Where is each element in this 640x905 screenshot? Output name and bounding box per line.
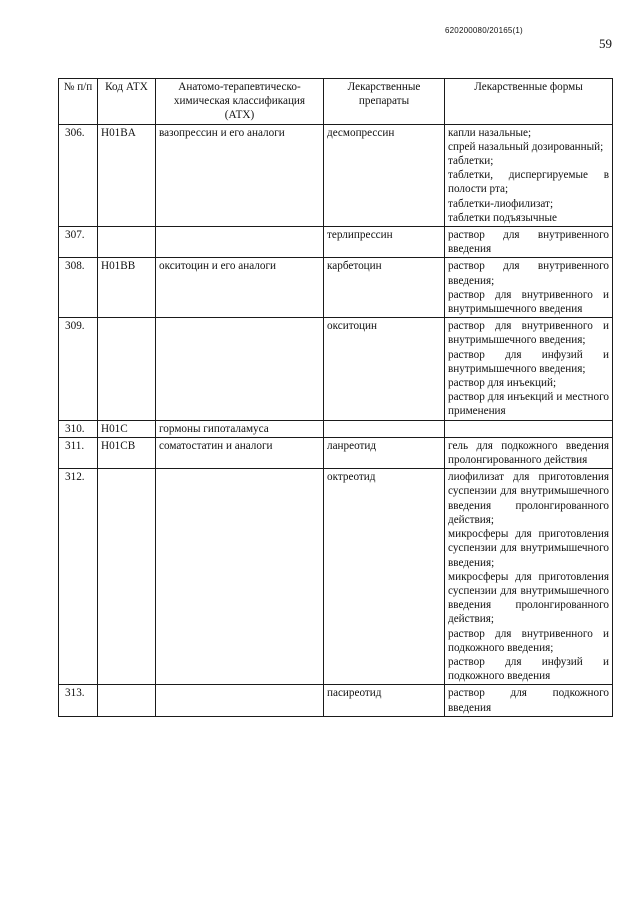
- atc-classification-cell: вазопрессин и его аналоги: [156, 124, 324, 226]
- table-header-row: [59, 79, 613, 125]
- drug-name-cell: [324, 420, 445, 437]
- dosage-form-item: микросферы для приготовления суспензии для внутримышечного введения;: [448, 528, 609, 569]
- table-row: [59, 685, 613, 716]
- row-number-cell: 308.: [59, 258, 98, 318]
- row-number-cell: 313.: [59, 685, 98, 716]
- table-row: [59, 469, 613, 685]
- drug-table: [58, 78, 613, 717]
- dosage-form-item: раствор для внутривенного и внутримышечного введения: [448, 288, 609, 316]
- dosage-form-item: раствор для инъекций и местного применения: [448, 391, 609, 418]
- row-number-cell: 306.: [59, 124, 98, 226]
- atc-classification-cell: [156, 685, 324, 716]
- dosage-form-item: таблетки, диспергируемые в полости рта;: [448, 169, 609, 196]
- drug-name-cell: десмопрессин: [324, 124, 445, 226]
- atc-classification-cell: [156, 227, 324, 258]
- table-row: [59, 437, 613, 468]
- dosage-forms-cell: [445, 685, 613, 716]
- table-row: [59, 227, 613, 258]
- column-header-number: № п/п: [59, 79, 98, 125]
- dosage-form-item: раствор для инфузий и внутримышечного введения;: [448, 348, 609, 375]
- dosage-forms-cell: [445, 318, 613, 420]
- dosage-form-item: раствор для подкожного введения: [448, 687, 609, 714]
- dosage-form-item: таблетки-лиофилизат;: [448, 197, 554, 210]
- dosage-form-item: микросферы для приготовления суспензии для внутримышечного введения пролонгированного действия;: [448, 570, 609, 626]
- atc-classification-cell: [156, 469, 324, 685]
- row-number-cell: 311.: [59, 437, 98, 468]
- table-row: [59, 258, 613, 318]
- table-body: [59, 124, 613, 716]
- dosage-forms-cell: [445, 469, 613, 685]
- atc-code-cell: [98, 685, 156, 716]
- row-number-cell: 307.: [59, 227, 98, 258]
- drug-name-cell: окситоцин: [324, 318, 445, 420]
- dosage-form-item: раствор для инфузий и подкожного введения: [448, 655, 609, 683]
- dosage-form-item: спрей назальный дозированный;: [448, 140, 604, 153]
- dosage-form-item: лиофилизат для приготовления суспензии для внутримышечного введения пролонгированного действия;: [448, 471, 609, 526]
- column-header-forms: Лекарственные формы: [445, 79, 613, 125]
- table-row: [59, 124, 613, 226]
- row-number-cell: 312.: [59, 469, 98, 685]
- document-id: 620200080/20165(1): [445, 26, 523, 35]
- table-row: [59, 318, 613, 420]
- dosage-form-item: раствор для внутривенного и подкожного введения;: [448, 627, 609, 654]
- drug-name-cell: октреотид: [324, 469, 445, 685]
- row-number-cell: 309.: [59, 318, 98, 420]
- drug-name-cell: терлипрессин: [324, 227, 445, 258]
- column-header-atc: Анатомо-терапевтическо-химическая классификация (АТХ): [156, 79, 324, 125]
- dosage-form-item: гель для подкожного введения пролонгированного действия: [448, 439, 609, 467]
- column-header-code: Код АТХ: [98, 79, 156, 125]
- table-row: [59, 420, 613, 437]
- drug-name-cell: ланреотид: [324, 437, 445, 468]
- atc-code-cell: [98, 318, 156, 420]
- dosage-form-item: капли назальные;: [448, 126, 532, 139]
- dosage-forms-cell: [445, 227, 613, 258]
- atc-classification-cell: соматостатин и аналоги: [156, 437, 324, 468]
- page-number: 59: [599, 36, 612, 51]
- atc-classification-cell: окситоцин и его аналоги: [156, 258, 324, 318]
- atc-code-cell: H01CB: [98, 437, 156, 468]
- dosage-form-item: таблетки подъязычные: [448, 211, 557, 224]
- dosage-form-item: раствор для инъекций;: [448, 377, 557, 390]
- atc-code-cell: [98, 227, 156, 258]
- dosage-form-item: таблетки;: [448, 155, 494, 168]
- drug-name-cell: пасиреотид: [324, 685, 445, 716]
- atc-code-cell: H01C: [98, 420, 156, 437]
- column-header-drugs: Лекарственные препараты: [324, 79, 445, 125]
- atc-classification-cell: [156, 318, 324, 420]
- dosage-forms-cell: [445, 124, 613, 226]
- atc-code-cell: H01BB: [98, 258, 156, 318]
- row-number-cell: 310.: [59, 420, 98, 437]
- atc-code-cell: [98, 469, 156, 685]
- dosage-form-item: раствор для внутривенного введения;: [448, 260, 609, 287]
- dosage-forms-cell: [445, 258, 613, 318]
- dosage-form-item: раствор для внутривенного введения: [448, 229, 609, 256]
- dosage-forms-cell: [445, 437, 613, 468]
- drug-name-cell: карбетоцин: [324, 258, 445, 318]
- dosage-form-item: раствор для внутривенного и внутримышечного введения;: [448, 320, 609, 347]
- dosage-forms-cell: [445, 420, 613, 437]
- atc-code-cell: H01BA: [98, 124, 156, 226]
- atc-classification-cell: гормоны гипоталамуса: [156, 420, 324, 437]
